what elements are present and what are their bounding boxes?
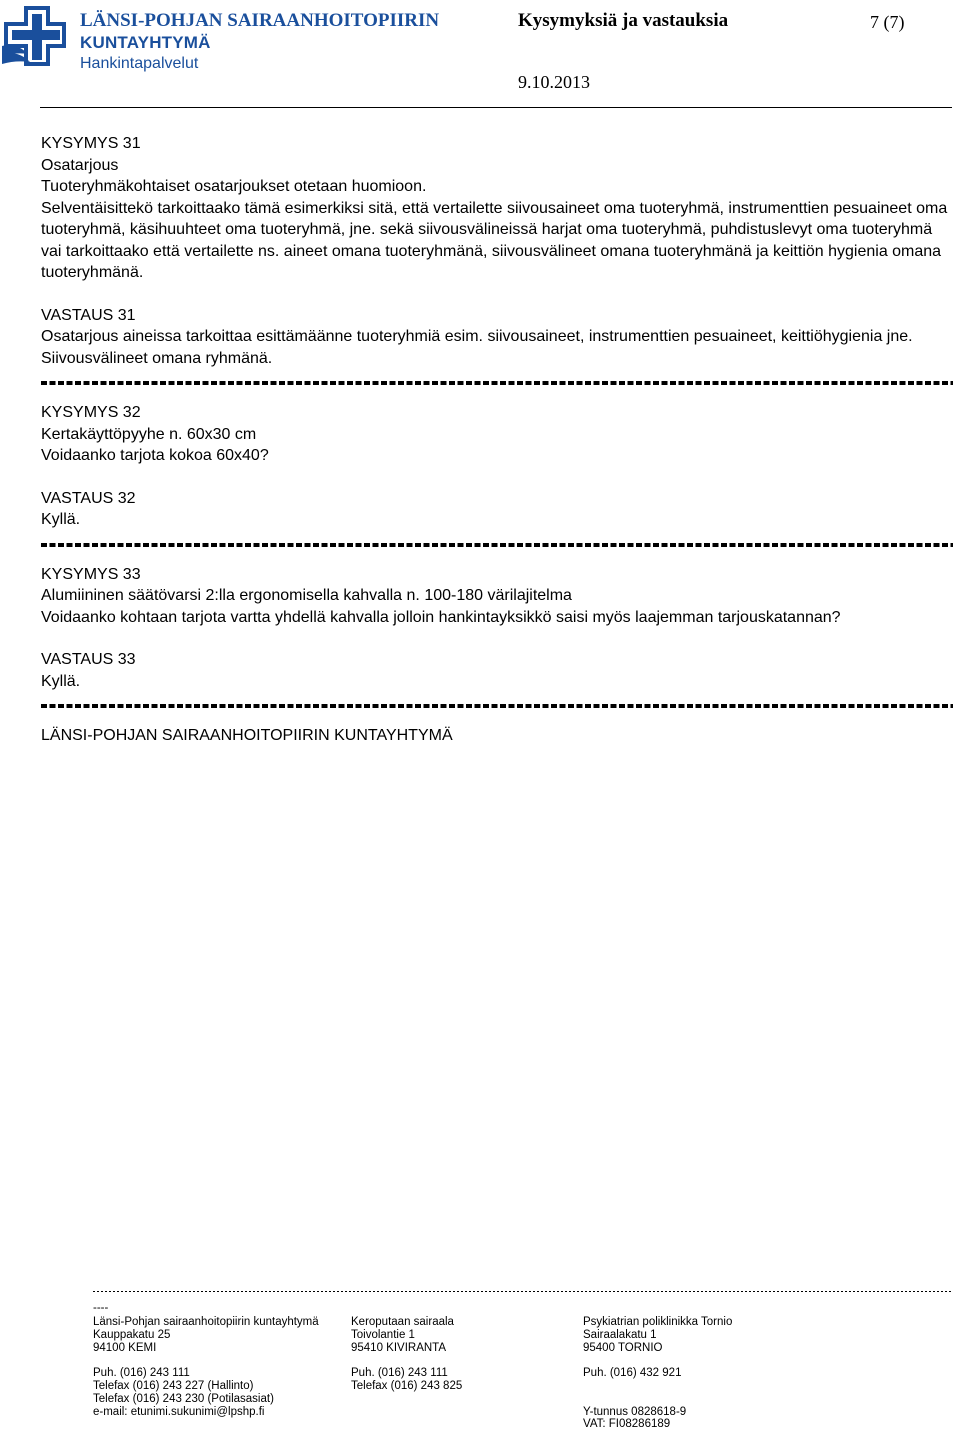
- footer-phone: Puh. (016) 432 921: [583, 1367, 682, 1380]
- question-31-line: Tuoteryhmäkohtaiset osatarjoukset otetaan huomioon.: [41, 178, 427, 195]
- document-date: 9.10.2013: [518, 72, 590, 92]
- organization-name: [80, 10, 439, 74]
- document-title: Kysymyksiä ja vastauksia: [518, 10, 729, 31]
- footer-vat: VAT: FI08286189: [583, 1418, 671, 1431]
- cross-logo-icon: [2, 6, 74, 66]
- question-32-line: Voidaanko tarjota kokoa 60x40?: [41, 447, 269, 464]
- footer-street: Kauppakatu 25: [93, 1328, 171, 1341]
- answer-31-text: Osatarjous aineissa tarkoittaa esittämäänne tuoteryhmiä esim. siivousaineet, instrumenttien pesuaineet, keittiöhygienia jne. Siivousvälineet omana ryhmänä.: [41, 328, 913, 367]
- dotted-separator: [41, 704, 953, 708]
- footer-phone: Puh. (016) 243 111: [93, 1367, 190, 1380]
- footer-column-main-office: [93, 1316, 319, 1418]
- footer-city: 95410 KIVIRANTA: [351, 1341, 447, 1354]
- footer-column-keroputaa: [351, 1316, 462, 1393]
- footer-fax: Telefax (016) 243 227 (Hallinto): [93, 1379, 254, 1392]
- footer-org-name: Keroputaan sairaala: [351, 1316, 454, 1328]
- footer-phone: Puh. (016) 243 111: [351, 1367, 448, 1380]
- footer-column-tornio: [583, 1316, 732, 1431]
- question-32-label: KYSYMYS 32: [41, 404, 141, 421]
- answer-32-text: Kyllä.: [41, 511, 81, 528]
- dotted-separator: [41, 543, 953, 547]
- footer-dash: ----: [93, 1302, 109, 1314]
- question-31-line: Selventäisittekö tarkoittaako tämä esimerkiksi sitä, että vertailette siivousaineet oma tuoteryhmä, instrumenttien pesuaineet oma tuoteryhmä, käsihuuhteet oma tuoteryhmä, jne. sekä siivousvälineissä harjat oma tuoteryhmä, puhdistuslevyt oma tuoteryhmä vai tarkoittaako että vertailette ns. aineet omana tuoteryhmänä, siivousvälineet omana tuoteryhmänä ja keittiön hygienia omana tuoteryhmänä.: [41, 199, 948, 281]
- page-number: 7 (7): [870, 12, 905, 32]
- dotted-separator: [41, 381, 953, 385]
- answer-32-label: VASTAUS 32: [41, 489, 136, 507]
- footer-fax: Telefax (016) 243 230 (Potilasasiat): [93, 1392, 274, 1405]
- answer-31-label: VASTAUS 31: [41, 306, 136, 324]
- footer-city: 95400 TORNIO: [583, 1341, 663, 1354]
- org-line2: KUNTAYHTYMÄ: [80, 33, 211, 52]
- document-body: [41, 133, 953, 747]
- signature: LÄNSI-POHJAN SAIRAANHOITOPIIRIN KUNTAYHTYMÄ: [41, 727, 453, 744]
- footer-city: 94100 KEMI: [93, 1341, 157, 1354]
- footer-divider: [93, 1291, 953, 1292]
- answer-33-text: Kyllä.: [41, 672, 81, 690]
- org-line1: LÄNSI-POHJAN SAIRAANHOITOPIIRIN: [80, 10, 440, 31]
- question-33-label: KYSYMYS 33: [41, 565, 141, 583]
- footer-org-name: Länsi-Pohjan sairaanhoitopiirin kuntayhtymä: [93, 1316, 319, 1328]
- footer-business-id: Y-tunnus 0828618-9: [583, 1405, 687, 1418]
- footer-street: Sairaalakatu 1: [583, 1328, 657, 1341]
- footer-street: Toivolantie 1: [351, 1328, 415, 1341]
- question-31-line: Osatarjous: [41, 156, 119, 174]
- answer-33-label: VASTAUS 33: [41, 651, 136, 668]
- footer-org-name: Psykiatrian poliklinikka Tornio: [583, 1316, 733, 1328]
- question-31-label: KYSYMYS 31: [41, 135, 141, 152]
- org-line3: Hankintapalvelut: [80, 55, 199, 72]
- footer-email: e-mail: etunimi.sukunimi@lpshp.fi: [93, 1405, 265, 1418]
- header-divider: [40, 107, 952, 108]
- question-33-line: Voidaanko kohtaan tarjota vartta yhdellä kahvalla jolloin hankintayksikkö saisi myös laajemman tarjouskatannan?: [41, 608, 841, 626]
- question-32-line: Kertakäyttöpyyhe n. 60x30 cm: [41, 425, 257, 443]
- footer-fax: Telefax (016) 243 825: [351, 1379, 463, 1392]
- question-33-line: Alumiininen säätövarsi 2:lla ergonomisella kahvalla n. 100-180 värilajitelma: [41, 587, 572, 604]
